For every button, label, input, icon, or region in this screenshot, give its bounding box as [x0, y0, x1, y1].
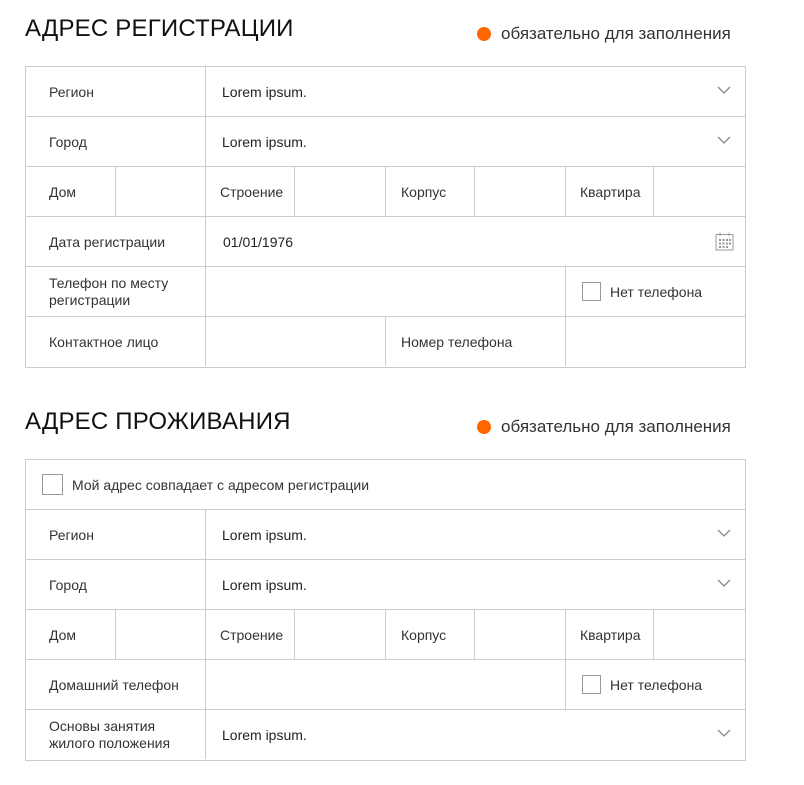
registration-phone-label-line2: регистрации	[49, 291, 131, 308]
registration-phone-label	[49, 267, 168, 316]
home-phone-input[interactable]	[206, 660, 565, 709]
region-select-value: Lorem ipsum.	[222, 526, 307, 543]
registration-city-row	[26, 117, 745, 167]
building-label: Строение	[220, 626, 284, 643]
registration-phone-input[interactable]	[206, 267, 565, 316]
chevron-down-icon	[717, 728, 731, 738]
residence-form	[25, 459, 746, 761]
city-label: Город	[49, 576, 87, 593]
required-legend-text: обязательно для заполнения	[501, 417, 731, 436]
checkbox-icon[interactable]	[42, 474, 63, 495]
house-label: Дом	[49, 183, 77, 200]
city-select-value: Lorem ipsum.	[222, 133, 307, 150]
registration-address-details-row	[26, 167, 745, 217]
apartment-label: Квартира	[580, 626, 641, 643]
residence-address-details-row	[26, 610, 745, 660]
required-legend	[477, 24, 731, 44]
city-select-value: Lorem ipsum.	[222, 576, 307, 593]
apartment-label: Квартира	[580, 183, 641, 200]
block-input[interactable]	[475, 167, 565, 216]
apartment-input[interactable]	[654, 167, 745, 216]
block-label: Корпус	[401, 183, 447, 200]
phone-number-label: Номер телефона	[401, 333, 513, 350]
registration-phone-label-line1: Телефон по месту	[49, 274, 169, 291]
calendar-icon[interactable]	[715, 232, 734, 251]
no-phone-label: Нет телефона	[610, 283, 703, 300]
no-phone-checkbox[interactable]	[582, 660, 702, 709]
required-legend	[477, 417, 731, 437]
same-address-label: Мой адрес совпадает с адресом регистрации	[72, 476, 370, 493]
city-select[interactable]	[206, 117, 745, 166]
checkbox-icon[interactable]	[582, 675, 601, 694]
residence-basis-label-line2: жилого положения	[49, 734, 171, 751]
contact-person-label: Контактное лицо	[49, 333, 159, 350]
residence-basis-label-line1: Основы занятия	[49, 717, 156, 734]
home-phone-label: Домашний телефон	[49, 676, 179, 693]
required-dot-icon	[477, 27, 491, 41]
residence-section-title: АДРЕС ПРОЖИВАНИЯ	[25, 408, 291, 435]
phone-number-input[interactable]	[566, 317, 745, 366]
contact-person-input[interactable]	[206, 317, 385, 366]
checkbox-icon[interactable]	[582, 282, 601, 301]
block-label: Корпус	[401, 626, 447, 643]
residence-basis-select[interactable]	[206, 710, 745, 759]
building-label: Строение	[220, 183, 284, 200]
no-phone-checkbox[interactable]	[582, 267, 702, 316]
building-input[interactable]	[295, 610, 385, 659]
chevron-down-icon	[717, 528, 731, 538]
required-legend-text: обязательно для заполнения	[501, 24, 731, 43]
region-select[interactable]	[206, 67, 745, 116]
house-input[interactable]	[116, 610, 205, 659]
region-label: Регион	[49, 526, 94, 543]
region-label: Регион	[49, 83, 94, 100]
city-select[interactable]	[206, 560, 745, 609]
residence-city-row	[26, 560, 745, 610]
registration-region-row	[26, 67, 745, 117]
registration-phone-row	[26, 267, 745, 317]
chevron-down-icon	[717, 85, 731, 95]
same-address-row	[26, 460, 745, 510]
no-phone-label: Нет телефона	[610, 676, 703, 693]
registration-date-row	[26, 217, 745, 267]
apartment-input[interactable]	[654, 610, 745, 659]
registration-form	[25, 66, 746, 368]
house-label: Дом	[49, 626, 77, 643]
chevron-down-icon	[717, 578, 731, 588]
residence-basis-label	[49, 710, 170, 759]
contact-person-row	[26, 317, 745, 366]
registration-date-value: 01/01/1976	[223, 233, 294, 250]
registration-section-title: АДРЕС РЕГИСТРАЦИИ	[25, 15, 294, 42]
building-input[interactable]	[295, 167, 385, 216]
residence-basis-row	[26, 710, 745, 759]
registration-date-input[interactable]	[206, 217, 745, 266]
home-phone-row	[26, 660, 745, 710]
city-label: Город	[49, 133, 87, 150]
required-dot-icon	[477, 420, 491, 434]
registration-date-label: Дата регистрации	[49, 233, 166, 250]
residence-basis-select-value: Lorem ipsum.	[222, 726, 307, 743]
same-address-checkbox[interactable]	[42, 460, 369, 509]
region-select[interactable]	[206, 510, 745, 559]
region-select-value: Lorem ipsum.	[222, 83, 307, 100]
residence-region-row	[26, 510, 745, 560]
block-input[interactable]	[475, 610, 565, 659]
house-input[interactable]	[116, 167, 205, 216]
chevron-down-icon	[717, 135, 731, 145]
